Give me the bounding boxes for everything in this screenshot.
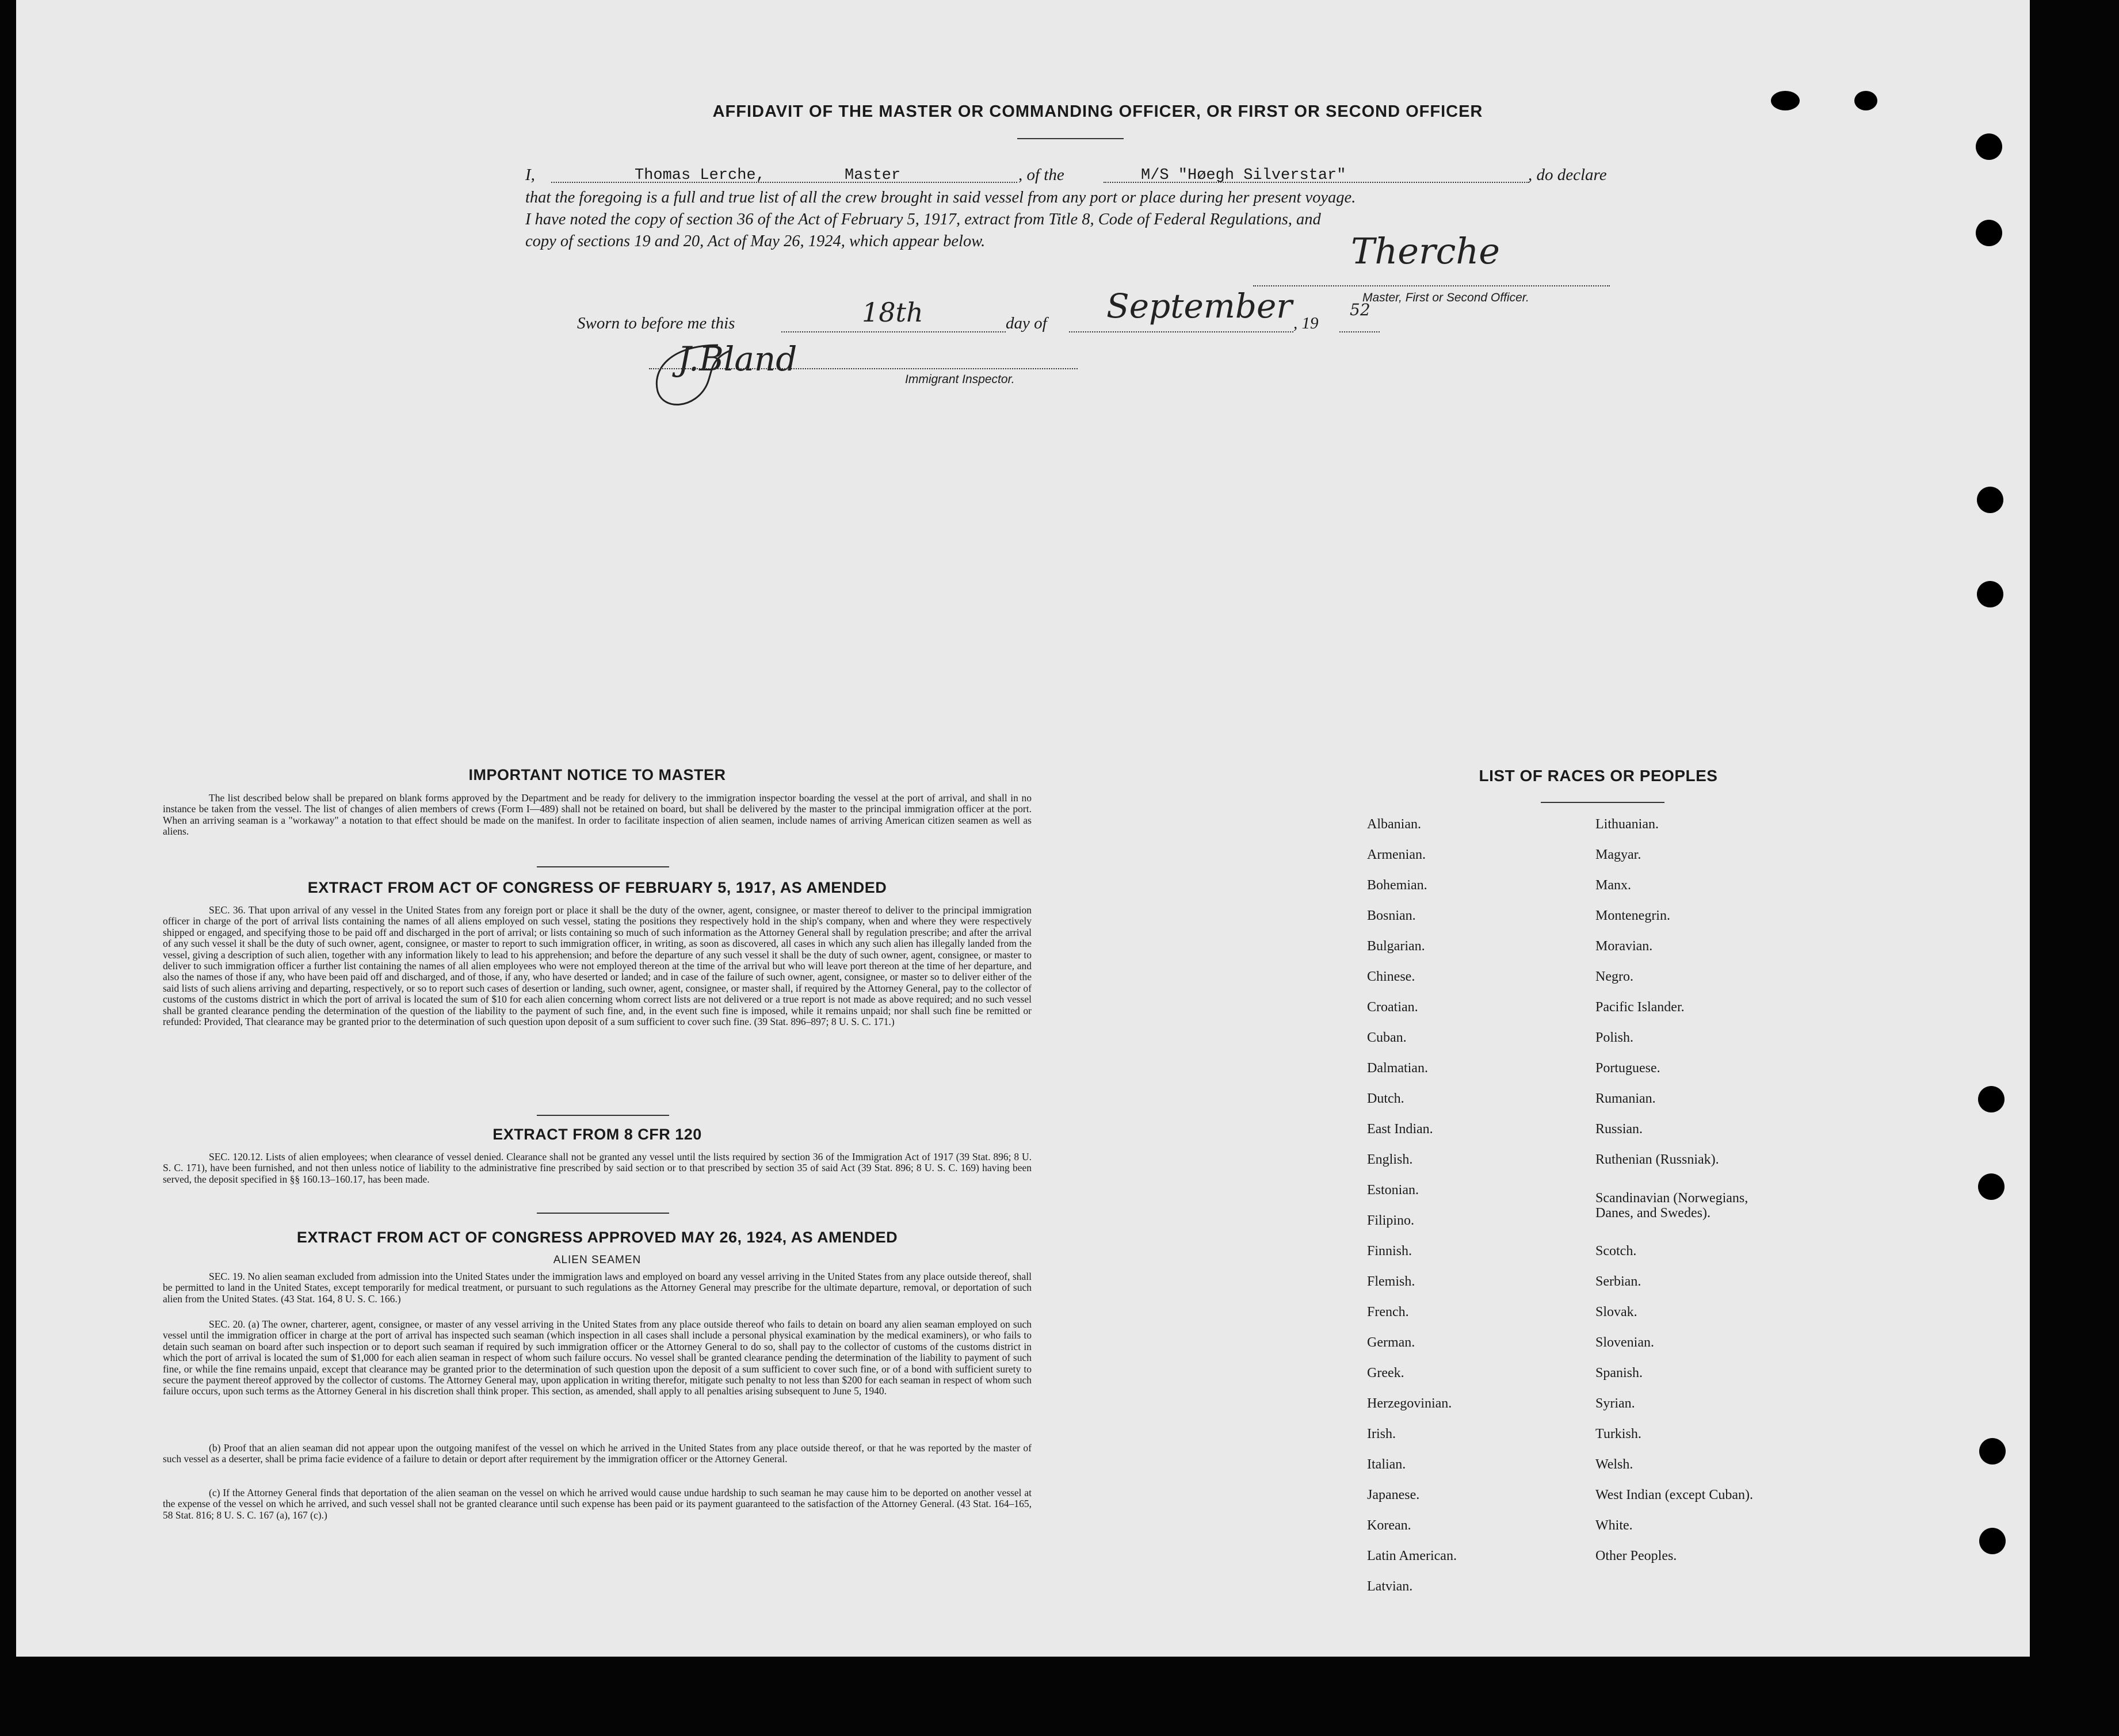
race-item: Montenegrin.	[1595, 908, 1670, 923]
master-name: Thomas Lerche,	[635, 167, 765, 184]
race-item: Greek.	[1367, 1366, 1404, 1381]
affidavit-do-declare: , do declare	[1528, 166, 1607, 184]
race-item: Dutch.	[1367, 1091, 1404, 1106]
vessel-name: M/S "Høegh Silverstar"	[1141, 167, 1346, 184]
race-item: Slovak.	[1595, 1305, 1637, 1320]
extract1924-sec20b: (b) Proof that an alien seaman did not appear upon the outgoing manifest of the vessel on which he arrived in the United States from any place outside thereof, or that he was reported by the master of such vessel as a deserter, shall be prima facie evidence of a failure to detain or deport after requirement by the immigration officer or the Attorney General.	[163, 1442, 1032, 1465]
punch-hole	[1976, 220, 2002, 246]
inspector-signature: J.Bland	[678, 339, 797, 378]
punch-hole	[1854, 91, 1877, 110]
race-item: Herzegovinian.	[1367, 1396, 1452, 1411]
cfr-rule	[537, 1213, 669, 1214]
race-item: Scandinavian (Norwegians,	[1595, 1191, 1748, 1206]
race-item: Finnish.	[1367, 1244, 1412, 1259]
races-rule	[1541, 802, 1664, 803]
race-item: Lithuanian.	[1595, 817, 1659, 832]
race-item: Korean.	[1367, 1518, 1411, 1533]
sworn-month: September	[1106, 286, 1292, 326]
year-prefix: , 19	[1293, 314, 1319, 332]
race-item: Armenian.	[1367, 847, 1426, 862]
extract1917-rule	[537, 1115, 669, 1116]
race-item: Pacific Islander.	[1595, 1000, 1685, 1015]
affidavit-title: AFFIDAVIT OF THE MASTER OR COMMANDING OFFICER, OR FIRST OR SECOND OFFICER	[712, 102, 1483, 121]
race-item: Irish.	[1367, 1427, 1396, 1441]
race-item: Bulgarian.	[1367, 939, 1425, 954]
name-line	[551, 182, 1017, 183]
month-line	[1069, 331, 1293, 332]
extract1917-text: SEC. 36. That upon arrival of any vessel in the United States from any foreign port or place it shall be the duty of the owner, agent, consignee, or master thereof to deliver to the principal immigration officer in charge of the port of arrival lists containing the names of all aliens employed on such vessel, stating the positions they respectively hold in the ship's company, when and where they were respectively shipped or engaged, and specifying those to be paid off and discharged in the port of arrival; or lists containing so much of such information as the Attorney General shall by regulation prescribe; and after the arrival of any such vessel it shall be the duty of such owner, agent, consignee, or master to report to such immigration officer, in writing, as soon as discovered, all cases in which any such alien has illegally landed from the vessel, giving a description of such alien, together with any information likely to lead to his apprehension; and before the departure of any such vessel it shall be the duty of such owner, agent, consignee, or master to deliver to such immigration officer a further list containing the names of all alien employees who were not employed thereon at the time of the arrival but who will leave port thereon at the time of her departure, and also the names of those if any, who have been paid off and discharged, and of those, if any, who have deserted or landed; and in case of the failure of such owner, agent, consignee, or master so to deliver either of the said lists of such aliens arriving and departing, respectively, or so to report such cases of desertion or landing, such owner, agent, consignee, or master shall, if required by the Attorney General, pay to the collector of customs of the customs district in which the port of arrival is located the sum of $10 for each alien concerning whom correct lists are not delivered or a true report is not made as above required; and no such vessel shall be granted clearance pending the determination of the question of the liability to the payment of such fine, and, in the event such fine is imposed, while it remains unpaid; nor shall such fine be remitted or refunded: Provided, That clearance may be granted prior to the determination of such question upon deposit of a sum sufficient to cover such fine. (39 Stat. 896–897; 8 U. S. C. 171.)	[163, 904, 1032, 1028]
race-item: Russian.	[1595, 1122, 1643, 1137]
punch-hole	[1979, 1528, 2006, 1554]
affidavit-line3: I have noted the copy of section 36 of the Act of February 5, 1917, extract from Title 8, Code of Federal Regulations, and	[525, 211, 1321, 228]
master-signature: Therche	[1351, 230, 1500, 272]
race-item: Polish.	[1595, 1030, 1634, 1045]
inspector-caption: Immigrant Inspector.	[905, 373, 1015, 386]
punch-hole	[1978, 1173, 2005, 1200]
race-item: Other Peoples.	[1595, 1548, 1677, 1563]
race-item: White.	[1595, 1518, 1633, 1533]
affidavit-line2: that the foregoing is a full and true list of all the crew brought in said vessel from any port or place during her present voyage.	[525, 189, 1356, 207]
race-item: Flemish.	[1367, 1274, 1415, 1289]
punch-hole	[1979, 1438, 2006, 1464]
race-item: Dalmatian.	[1367, 1061, 1428, 1076]
punch-hole	[1976, 133, 2002, 160]
race-item: Manx.	[1595, 878, 1631, 893]
sworn-day: 18th	[862, 297, 923, 328]
race-item: English.	[1367, 1152, 1413, 1167]
race-item: Croatian.	[1367, 1000, 1418, 1015]
day-line	[781, 331, 1006, 332]
race-item: Spanish.	[1595, 1366, 1643, 1381]
punch-hole	[1771, 91, 1800, 110]
race-item: Latin American.	[1367, 1548, 1457, 1563]
race-item: French.	[1367, 1305, 1409, 1320]
extract1924-sec20c: (c) If the Attorney General finds that deportation of the alien seaman on the vessel on which he arrived would cause undue hardship to such seaman he may cause him to be deported on another vessel at the expense of the vessel on which he arrived, and such vessel shall not be granted clearance until such expense has been paid or its payment guaranteed to the satisfaction of the Attorney General. (43 Stat. 164–165, 58 Stat. 816; 8 U. S. C. 167 (a), 167 (c).)	[163, 1487, 1032, 1521]
race-item: Welsh.	[1595, 1457, 1633, 1472]
year-line	[1339, 331, 1380, 332]
race-item: Bosnian.	[1367, 908, 1416, 923]
sworn-label: Sworn to before me this	[577, 314, 735, 332]
race-item: Cuban.	[1367, 1030, 1407, 1045]
cfr-title: EXTRACT FROM 8 CFR 120	[492, 1126, 702, 1143]
race-item: Ruthenian (Russniak).	[1595, 1152, 1719, 1167]
race-item: East Indian.	[1367, 1122, 1433, 1137]
affidavit-line4: copy of sections 19 and 20, Act of May 26, 1924, which appear below.	[525, 232, 986, 250]
master-signature-line	[1253, 285, 1610, 286]
race-item: Rumanian.	[1595, 1091, 1656, 1106]
affidavit-i: I,	[525, 166, 535, 184]
race-item: Slovenian.	[1595, 1335, 1654, 1350]
race-item: Portuguese.	[1595, 1061, 1660, 1076]
extract1917-title: EXTRACT FROM ACT OF CONGRESS OF FEBRUARY 5, 1917, AS AMENDED	[307, 879, 887, 896]
master-rank: Master	[845, 167, 901, 184]
extract1924-title: EXTRACT FROM ACT OF CONGRESS APPROVED MAY 26, 1924, AS AMENDED	[296, 1229, 898, 1246]
race-item: Magyar.	[1595, 847, 1641, 862]
race-item: Italian.	[1367, 1457, 1406, 1472]
race-item: Japanese.	[1367, 1488, 1420, 1502]
race-item: Syrian.	[1595, 1396, 1635, 1411]
document-page	[16, 0, 2030, 1657]
extract1924-subtitle: ALIEN SEAMEN	[553, 1254, 642, 1266]
title-rule	[1017, 138, 1124, 139]
notice-rule	[537, 866, 669, 867]
race-item: Estonian.	[1367, 1183, 1419, 1198]
race-item: West Indian (except Cuban).	[1595, 1488, 1753, 1502]
punch-hole	[1978, 1086, 2005, 1112]
race-item: Turkish.	[1595, 1427, 1641, 1441]
extract1924-sec20a: SEC. 20. (a) The owner, charterer, agent, consignee, or master of any vessel arriving in the United States from any place outside thereof who fails to detain on board any alien seaman employed on such vessel until the immigration officer in charge at the port of arrival has inspected such seaman (which inspection in all cases shall include a personal physical examination by the medical examiners), or who fails to detain such seaman on board after such inspection or to deport such seaman if required by such immigration officer or the Attorney General to do so, shall pay to the collector of customs of the customs district in which the port of arrival is located the sum of $1,000 for each alien seaman in respect of whom such failure occurs. No vessel shall be granted clearance pending the determination of the liability to payment of such fine, or while the fine remains unpaid, except that clearance may be granted prior to the determination of such question upon the deposit of a sum sufficient to cover such fine, or of a bond with sufficient surety to secure the payment thereof approved by the collector of customs. The Attorney General may, upon application in writing therefor, mitigate such penalty to not less than $200 for each seaman in respect of whom such failure occurs, upon such terms as the Attorney General in his discretion shall think proper. This section, as amended, shall apply to all penalties arising subsequent to June 5, 1940.	[163, 1318, 1032, 1397]
race-item: Chinese.	[1367, 969, 1415, 984]
race-item: Danes, and Swedes).	[1595, 1206, 1711, 1221]
cfr-text: SEC. 120.12. Lists of alien employees; when clearance of vessel denied. Clearance shall not be granted any vessel until the lists required by section 36 of the Immigration Act of 1917 (39 Stat. 896; 8 U. S. C. 171), have been furnished, and not then unless notice of liability to the administrative fine prescribed by said section or to that prescribed by section 35 of said Act (39 Stat. 896; 8 U. S. C. 169) having been served, the deposit specified in §§ 160.13–160.17, has been made.	[163, 1151, 1032, 1185]
race-item: Filipino.	[1367, 1213, 1415, 1228]
master-caption: Master, First or Second Officer.	[1362, 291, 1529, 304]
race-item: Scotch.	[1595, 1244, 1637, 1259]
race-item: Albanian.	[1367, 817, 1421, 832]
notice-text: The list described below shall be prepared on blank forms approved by the Department and be ready for delivery to the immigration inspector boarding the vessel at the port of arrival, and shall in no instance be taken from the vessel. The list of changes of alien members of crews (Form I—489) shall not be retained on board, but shall be delivered by the master to the principal immigration officer at the port. When an arriving seaman is a "workaway" a notation to that effect should be made on the manifest. In order to facilitate inspection of alien seamen, include names of arriving American citizen seamen as well as aliens.	[163, 792, 1032, 838]
sworn-year: 52	[1350, 300, 1370, 319]
race-item: Latvian.	[1367, 1579, 1413, 1594]
notice-title: IMPORTANT NOTICE TO MASTER	[468, 766, 726, 783]
affidavit-of-the: , of the	[1018, 166, 1064, 184]
punch-hole	[1977, 581, 2003, 607]
day-of-label: day of	[1006, 314, 1047, 332]
races-title: LIST OF RACES OR PEOPLES	[1479, 767, 1718, 785]
race-item: Moravian.	[1595, 939, 1653, 954]
inspector-line	[649, 368, 1078, 369]
race-item: Negro.	[1595, 969, 1633, 984]
race-item: Bohemian.	[1367, 878, 1427, 893]
race-item: Serbian.	[1595, 1274, 1641, 1289]
race-item: German.	[1367, 1335, 1415, 1350]
punch-hole	[1977, 487, 2003, 513]
extract1924-sec19: SEC. 19. No alien seaman excluded from admission into the United States under the immigration laws and employed on board any vessel arriving in the United States from any place outside thereof, shall be permitted to land in the United States, except temporarily for medical treatment, or pursuant to such regulations as the Attorney General may prescribe for the ultimate departure, removal, or deportation of such alien from the United States. (43 Stat. 164, 8 U. S. C. 166.)	[163, 1271, 1032, 1305]
